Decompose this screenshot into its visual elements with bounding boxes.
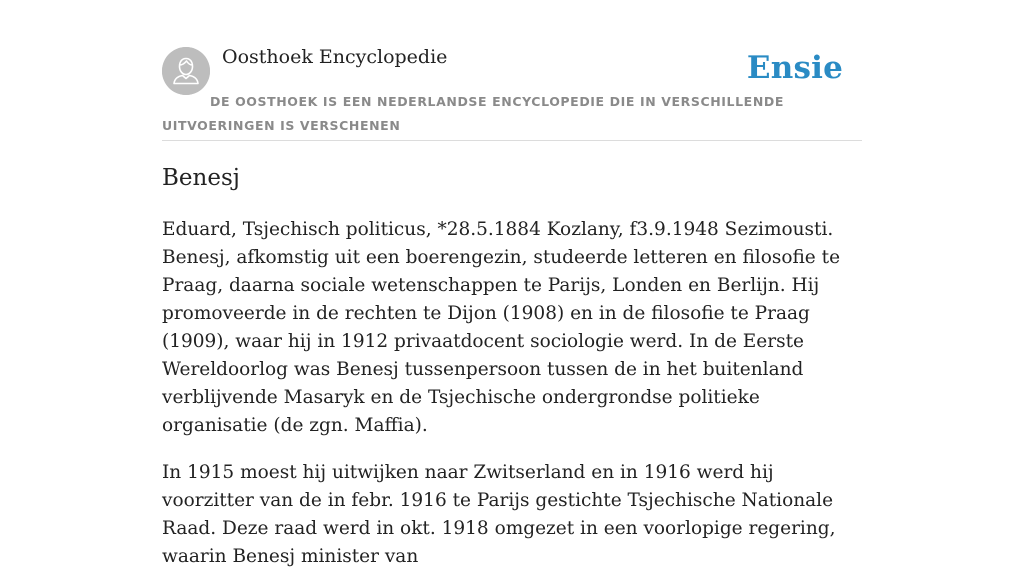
site-tagline: DE OOSTHOEK IS EEN NEDERLANDSE ENCYCLOPEDIE DIE IN VERSCHILLENDE UITVOERINGEN IS VERSCHENEN <box>162 94 784 133</box>
ensie-logo-link[interactable]: Ensie <box>746 50 843 86</box>
article-body <box>162 160 862 571</box>
article-paragraph: In 1915 moest hij uitwijken naar Zwitserland en in 1916 werd hij voorzitter van de in febr. 1916 te Parijs gestichte Tsjechische Nationale Raad. Deze raad werd in okt. 1918 omgezet in een voorlopige regering, waarin Benesj minister van <box>162 462 836 567</box>
article-paragraph: Eduard, Tsjechisch politicus, *28.5.1884 Kozlany, f3.9.1948 Sezimousti. Benesj, afkomstig uit een boerengezin, studeerde letteren en filosofie te Praag, daarna sociale wetenschappen te Parijs, Londen en Berlijn. Hij promoveerde in de rechten te Dijon (1908) en in de filosofie te Praag (1909), waar hij in 1912 privaatdocent sociologie werd. In de Eerste Wereldoorlog was Benesj tussenpersoon tussen de in het buitenland verblijvende Masaryk en de Tsjechische ondergrondse politieke organisatie (de zgn. Maffia). <box>162 219 841 436</box>
user-avatar-icon[interactable] <box>162 47 210 95</box>
article-title: Benesj <box>162 165 240 191</box>
site-name-link[interactable]: Oosthoek Encyclopedie <box>222 46 448 68</box>
site-header <box>162 44 862 141</box>
